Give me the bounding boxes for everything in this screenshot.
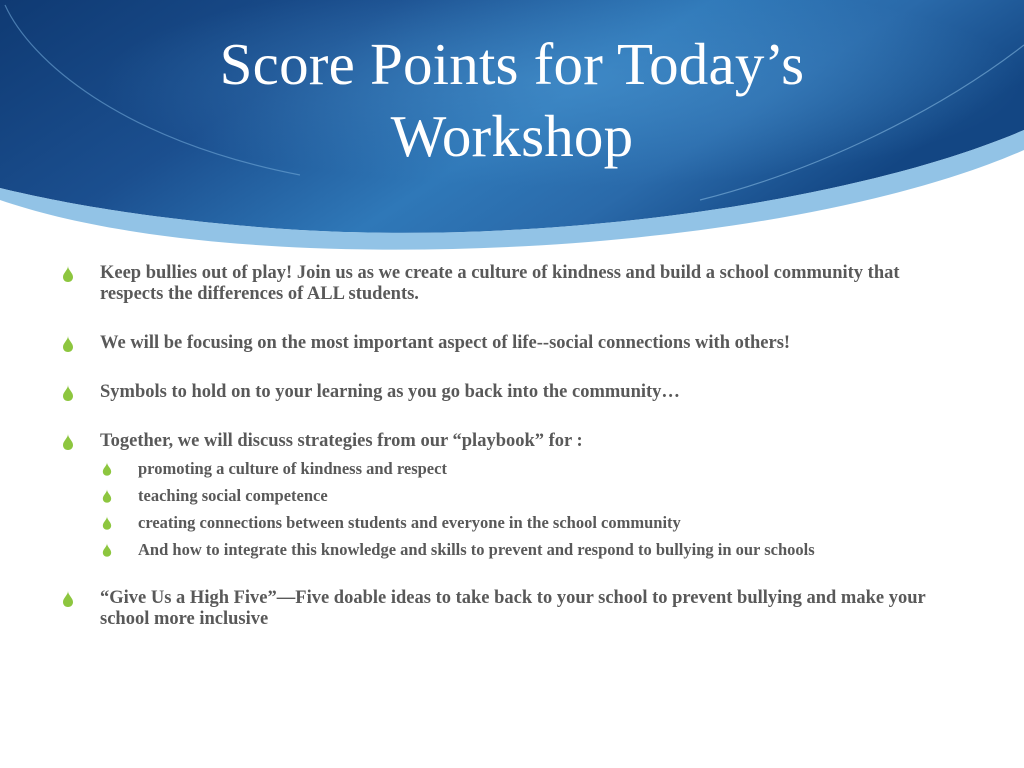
leaf-bullet-icon [102,462,112,476]
bullet-text: “Give Us a High Five”—Five doable ideas to take back to your school to prevent bullying and make your school more inclusive [100,588,926,629]
slide-title [112,28,912,172]
sub-bullet-text: And how to integrate this knowledge and skills to prevent and respond to bullying in our schools [138,540,815,559]
leaf-bullet-icon [62,434,74,450]
bullet-item [60,382,960,403]
sub-bullet-text: teaching social competence [138,486,328,505]
bullet-text: Together, we will discuss strategies from our “playbook” for : [100,431,583,451]
leaf-bullet-icon [62,336,74,352]
bullet-text: Symbols to hold on to your learning as you go back into the community… [100,382,680,402]
leaf-bullet-icon [62,591,74,607]
sub-bullet-text: promoting a culture of kindness and respect [138,459,447,478]
leaf-bullet-icon [102,543,112,557]
slide-title-line-2: Workshop [390,103,634,169]
bullet-text: We will be focusing on the most important aspect of life--social connections with others! [100,333,791,353]
sub-bullet-item [100,459,960,479]
bullet-item [60,431,960,560]
leaf-bullet-icon [102,516,112,530]
leaf-bullet-icon [102,489,112,503]
sub-bullet-list [100,459,960,560]
sub-bullet-item [100,513,960,533]
sub-bullet-item [100,486,960,506]
bullet-item [60,263,960,305]
bullet-item [60,588,960,630]
bullet-text: Keep bullies out of play! Join us as we create a culture of kindness and build a school community that respects the differences of ALL students. [100,263,900,304]
sub-bullet-item [100,540,960,560]
bullet-item [60,333,960,354]
slide-title-line-1: Score Points for Today’s [219,31,805,97]
leaf-bullet-icon [62,385,74,401]
leaf-bullet-icon [62,266,74,282]
bullet-list [60,263,960,658]
sub-bullet-text: creating connections between students and everyone in the school community [138,513,681,532]
